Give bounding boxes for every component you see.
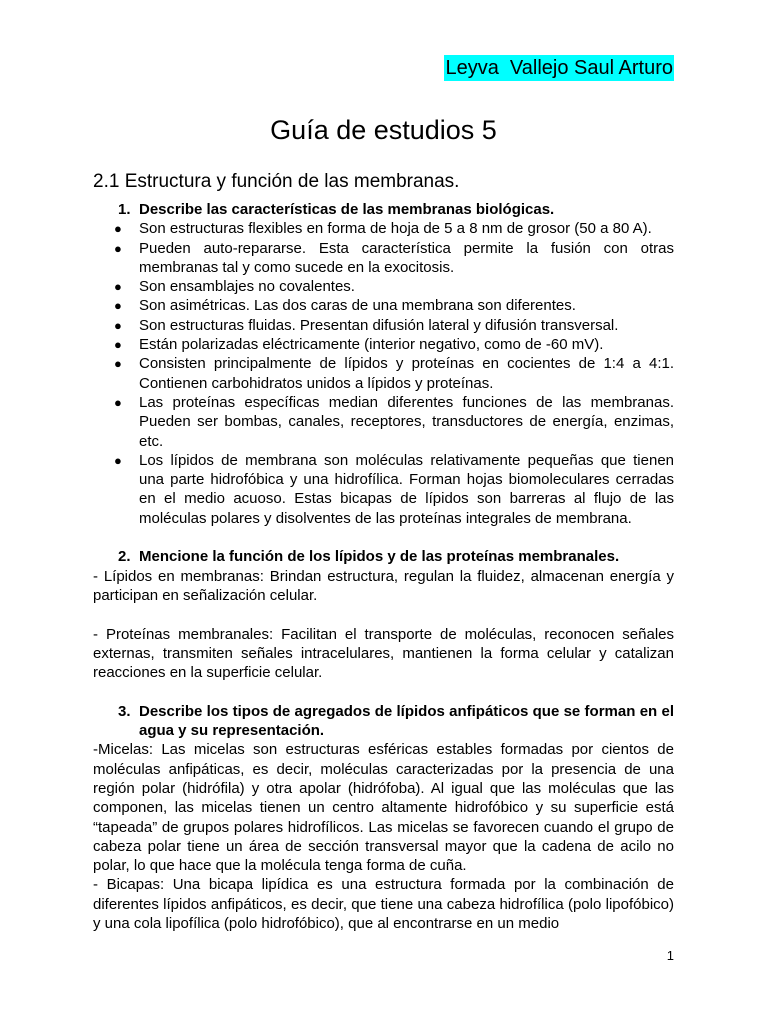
- question-1-text: Describe las características de las membranas biológicas.: [139, 201, 555, 218]
- list-item: [93, 393, 674, 451]
- list-item-text: Están polarizadas eléctricamente (interior negativo, como de -60 mV).: [139, 336, 604, 354]
- bullet-icon: ●: [114, 452, 122, 468]
- author-block: [444, 55, 674, 81]
- list-item: [93, 239, 674, 278]
- question-1-bullet-list: [93, 219, 674, 528]
- question-2-text: Mencione la función de los lípidos y de las proteínas membranales.: [139, 548, 620, 566]
- list-item-text: Las proteínas específicas median diferentes funciones de las membranas. Pueden ser bombas, canales, receptores, transductores de energía, enzimas, etc.: [139, 393, 674, 450]
- list-item-text: Consisten principalmente de lípidos y proteínas en cocientes de 1:4 a 4:1. Contienen carbohidratos unidos a lípidos y proteínas.: [139, 355, 674, 392]
- list-item: [93, 277, 674, 296]
- bullet-icon: ●: [114, 221, 122, 237]
- document-title: Guía de estudios 5: [270, 115, 497, 145]
- list-item-text: Los lípidos de membrana son moléculas relativamente pequeñas que tienen una parte hidrofóbica y una hidrofílica. Forman hojas biomoleculares cerradas en el medio acuoso. Estas bicapas de lípidos son barreras al flujo de las moléculas polares y disolventes de las proteínas integrales de membrana.: [139, 451, 674, 527]
- question-2-answer-proteins: - Proteínas membranales: Facilitan el transporte de moléculas, reconocen señales externas, transmiten señales intracelulares, mantienen la forma celular y catalizan reacciones en la superficie celular.: [93, 625, 674, 682]
- question-3: [93, 702, 674, 741]
- author-name: Leyva Vallejo Saul Arturo: [445, 57, 673, 79]
- question-3-text: Describe los tipos de agregados de lípidos anfipáticos que se forman en el agua y su representación.: [139, 702, 674, 740]
- list-item: [93, 335, 674, 354]
- bullet-icon: ●: [114, 356, 122, 372]
- bullet-icon: ●: [114, 240, 122, 256]
- spacer: [93, 682, 674, 701]
- list-item-text: Pueden auto-repararse. Esta característica permite la fusión con otras membranas tal y como sucede en la exocitosis.: [139, 239, 674, 276]
- list-item: [93, 354, 674, 393]
- question-3-answer-micelles: -Micelas: Las micelas son estructuras esféricas estables formadas por cientos de moléculas anfipáticas, es decir, moléculas caracterizadas por la presencia de una región polar (hidrófila) y otra apolar (hidrófoba). Al igual que las moléculas que las componen, las micelas tienen un centro altamente hidrofóbico y su superficie está “tapeada” de grupos polares hidrofílicos. Las micelas se favorecen cuando el grupo de cabeza polar tiene un área de sección transversal mayor que la cadena de acilo no polar, lo que hace que la molécula tenga forma de cuña.: [93, 741, 674, 875]
- question-2-answer-lipids: - Lípidos en membranas: Brindan estructura, regulan la fluidez, almacenan energía y participan en señalización celular.: [93, 567, 674, 604]
- bullet-icon: ●: [114, 394, 122, 410]
- list-item: [93, 316, 674, 335]
- bullet-icon: ●: [114, 337, 122, 353]
- list-item-text: Son estructuras flexibles en forma de hoja de 5 a 8 nm de grosor (50 a 80 A).: [139, 220, 652, 238]
- list-item-text: Son estructuras fluidas. Presentan difusión lateral y difusión transversal.: [139, 316, 619, 334]
- bullet-icon: ●: [114, 317, 122, 333]
- list-item: [93, 451, 674, 528]
- question-2-number: 2.: [118, 548, 131, 566]
- bullet-icon: ●: [114, 298, 122, 314]
- list-item-text: Son ensamblajes no covalentes.: [139, 278, 355, 296]
- spacer: [93, 528, 674, 547]
- question-1-number: 1.: [118, 201, 131, 218]
- spacer: [93, 605, 674, 624]
- question-3-number: 3.: [118, 702, 131, 720]
- list-item-text: Son asimétricas. Las dos caras de una membrana son diferentes.: [139, 297, 576, 315]
- list-item: [93, 296, 674, 315]
- page-number: 1: [666, 948, 674, 963]
- question-1: [93, 200, 674, 219]
- section-heading: 2.1 Estructura y función de las membranas.: [93, 171, 460, 192]
- document-body: [93, 200, 674, 933]
- list-item: [93, 219, 674, 238]
- document-page: [93, 0, 674, 1024]
- question-3-answer-bilayers: - Bicapas: Una bicapa lipídica es una estructura formada por la combinación de diferentes lípidos anfipáticos, es decir, que tiene una cabeza hidrofílica (polo lipofóbico) y una cola lipofílica (polo hidrofóbico), que al encontrarse en un medio: [93, 876, 674, 932]
- bullet-icon: ●: [114, 279, 122, 295]
- question-2: [93, 547, 674, 566]
